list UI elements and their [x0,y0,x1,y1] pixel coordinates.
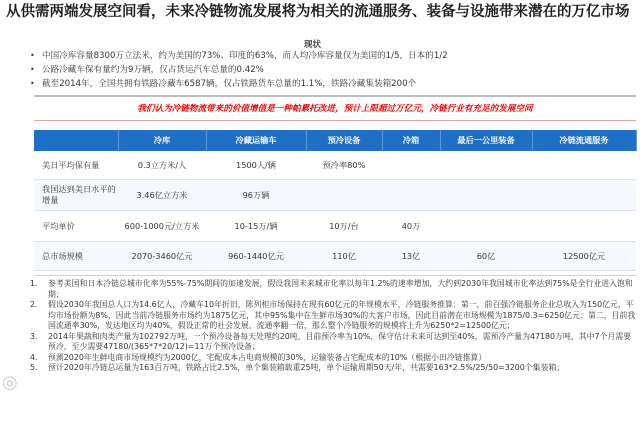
table-cell: 2070-3460亿元 [118,242,206,271]
table-header-cell: 冷链流通服务 [532,130,636,151]
row-header: 美日平均保有量 [34,151,118,180]
footnote: 4. 预测2020年生鲜电商市场规模约为2000亿，宅配成本占电商规模的30%，运输装备占宅配成本的10%（根据小田冷链推算） [30,352,487,362]
table-cell: 10-15万/辆 [206,211,306,242]
table-row [34,242,636,271]
table-cell: 600-1000元/立方米 [118,211,206,242]
table-row [34,211,636,242]
table-cell [532,180,636,211]
page-title: 从供需两端发展空间看，未来冷链物流发展将为相关的流通服务、装备与设施带来潜在的万亿市场 [6,3,630,20]
footnote: 3. 2014年果蔬和肉类产量为102792万吨，一个预冷设备每天处理约20吨，目前预冷率为10%，保守估计未来可达到至40%，需预冷产量为47180万吨，其中7个月需要预冷，至少需要47180/(365*7*20/12)=11万个预冷设备； [30,331,632,351]
table-header-cell: 冷箱 [382,130,440,151]
table-cell: 96万辆 [206,180,306,211]
table-cell: 预冷率80% [306,151,382,180]
row-header: 总市场规模 [34,242,118,271]
table-cell [382,180,440,211]
status-item: • 公路冷藏车保有量约为9万辆，仅占货运汽车总量的0.42% [30,65,264,75]
table-cell: 0.3立方米/人 [118,151,206,180]
table-cell: 60亿 [440,242,532,271]
table-cell [532,211,636,242]
table-row [34,180,636,211]
footnotes [30,279,636,374]
table-cell [306,180,382,211]
table-cell: 40万 [382,211,440,242]
footnote: 2. 假设2030年我国总人口为14.6亿人，冷藏车10年折旧，陈列柜市场保持在现有60亿元的年规模水平，冷链服务推算：第一，前百强冷链服务企业总收入为150亿元，平均市场份额为8%，因此当前冷链服务市场约为1875亿元，其中95%集中在生鲜市场30%的大客户市场，因此目前潜在市场规模为1875/0.3=6250亿元；第二，目前我国流通率30%，发达地区均为40%，假设正常的社会发展，流通率翻一倍，那么整个冷链服务的规模将上升为6250*2=12500亿元； [30,300,636,330]
status-list [30,49,448,91]
section-divider [34,95,636,97]
status-label: 现状 [304,40,322,50]
row-header: 平均单价 [34,211,118,242]
table-cell: 960-1440亿元 [206,242,306,271]
table-cell: 12500亿元 [532,242,636,271]
table-header-cell: 冷库 [118,130,206,151]
table-header-row [34,130,636,151]
conclusion-text: 我们认为冷链物流带来的价值增值是一种帕累托改进，预计上限超过万亿元，冷链行业有充足的发展空间 [137,104,533,114]
table-row [34,151,636,180]
table-cell: 1500人/辆 [206,151,306,180]
notes-divider [34,275,636,276]
table-header-cell [34,130,118,151]
footnote: 1. 参考美国和日本冷链总城市化率为55%-75%期间的加速发展，假设我国未来城市化率以每年1.2%的速率增加，大约到2030年我国城市化率达到75%是全行业进入饱和期； [30,279,633,299]
bullet-icon: • [30,65,35,74]
bullet-icon: • [30,79,35,88]
table-cell: 10万/台 [306,211,382,242]
row-header: 我国达到美日水平的增量 [34,180,118,211]
table-header-cell: 预冷设备 [306,130,382,151]
bullet-icon: • [30,51,35,60]
watermark-logo-icon: ◎ [2,372,18,393]
conclusion-banner [34,98,636,121]
table-cell: 3.46亿立方米 [118,180,206,211]
status-item: • 截至2014年，全国共拥有铁路冷藏车6587辆，仅占铁路货车总量的1.1%，铁路冷藏集装箱200个 [30,79,417,89]
table-cell [440,180,532,211]
table-cell [440,151,532,180]
table-header-cell: 最后一公里装备 [440,130,532,151]
footnote: 5. 预计2020年冷链总运量为163百万吨，铁路占比2.5%，单个集装箱载重25吨，单个运输周期50天/年，共需要163*2.5%/25/50=3200个集装箱； [30,363,565,372]
table-cell [382,151,440,180]
market-size-table [34,130,637,271]
table-cell: 110亿 [306,242,382,271]
table-cell [532,151,636,180]
table-header-cell: 冷藏运输车 [206,130,306,151]
status-item: • 中国冷库容量8300万立法米，约为美国的73%、印度的63%，而人均冷库容量仅为美国的1/5，日本的1/2 [30,51,448,61]
table-cell [440,211,532,242]
table-cell: 13亿 [382,242,440,271]
